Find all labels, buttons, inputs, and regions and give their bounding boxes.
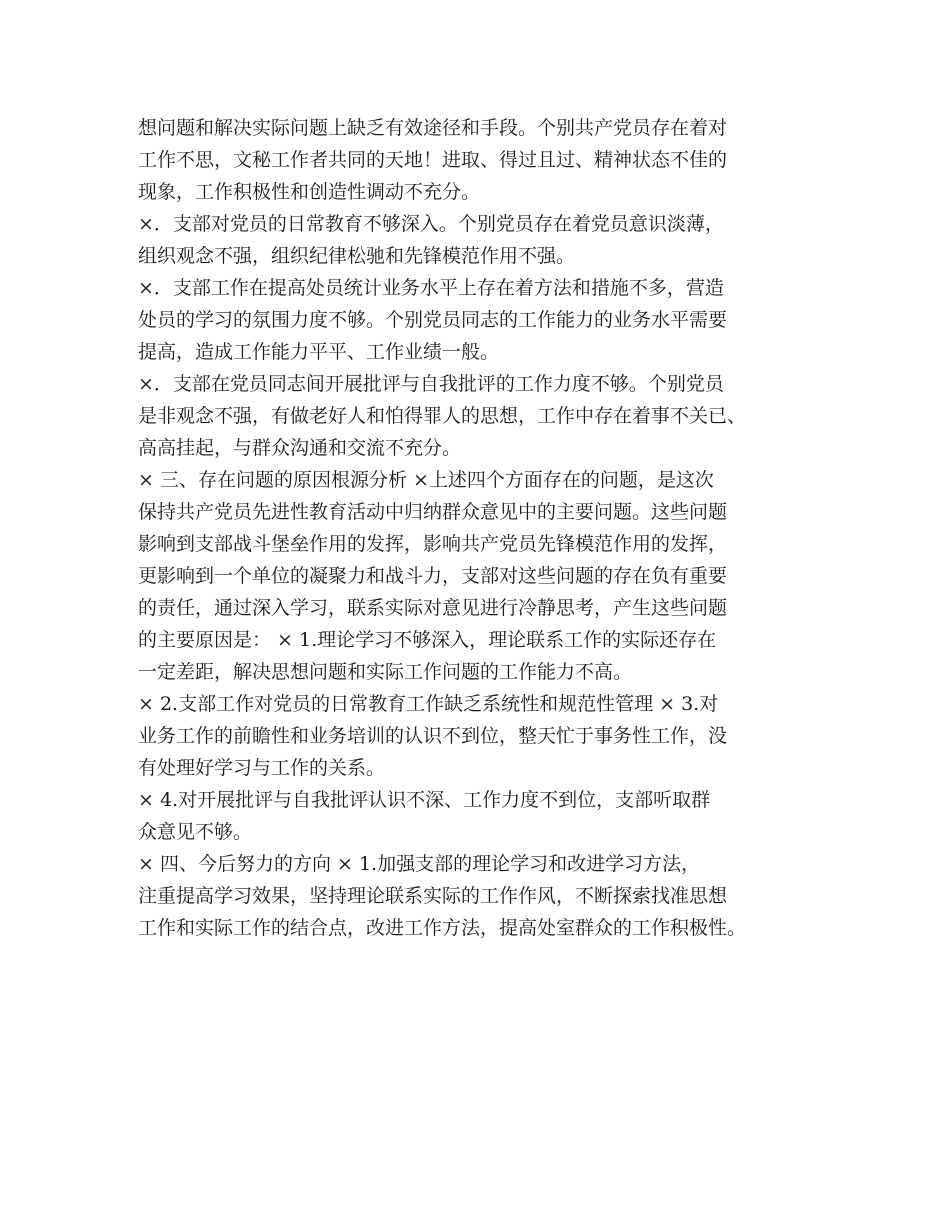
- text-line: 众意见不够。: [138, 821, 253, 843]
- text-line: 业务工作的前瞻性和业务培训的认识不到位，整天忙于事务性工作，没: [138, 725, 728, 747]
- text-line: 工作不思，文秘工作者共同的天地！进取、得过且过、精神状态不佳的: [138, 149, 728, 171]
- text-line: 保持共产党员先进性教育活动中归纳群众意见中的主要问题。这些问题: [138, 501, 728, 523]
- text-line: 有处理好学习与工作的关系。: [138, 757, 386, 779]
- body-text: [138, 112, 838, 944]
- text-line: 的责任，通过深入学习，联系实际对意见进行冷静思考，产生这些问题: [138, 597, 728, 619]
- text-line: ×．支部工作在提高处员统计业务水平上存在着方法和措施不多，营造: [138, 277, 724, 299]
- text-line: 组织观念不强，组织纪律松驰和先锋模范作用不强。: [138, 245, 576, 267]
- text-line: × 4.对开展批评与自我批评认识不深、工作力度不到位，支部听取群: [138, 789, 711, 811]
- text-line: 是非观念不强，有做老好人和怕得罪人的思想，工作中存在着事不关已、: [138, 405, 747, 427]
- text-line: 注重提高学习效果，坚持理论联系实际的工作作风，不断探索找准思想: [138, 885, 728, 907]
- text-line: 影响到支部战斗堡垒作用的发挥，影响共产党员先锋模范作用的发挥，: [138, 533, 728, 555]
- text-line: 提高，造成工作能力平平、工作业绩一般。: [138, 341, 500, 363]
- text-line: 的主要原因是： × 1.理论学习不够深入，理论联系工作的实际还存在: [138, 629, 717, 651]
- text-line: 高高挂起，与群众沟通和交流不充分。: [138, 437, 462, 459]
- text-line: × 2.支部工作对党员的日常教育工作缺乏系统性和规范性管理 × 3.对: [138, 693, 719, 715]
- text-line: 处员的学习的氛围力度不够。个别党员同志的工作能力的业务水平需要: [138, 309, 728, 331]
- text-line: 现象，工作积极性和创造性调动不充分。: [138, 181, 481, 203]
- text-line: × 三、存在问题的原因根源分析 ×上述四个方面存在的问题，是这次: [138, 469, 714, 491]
- text-line: 工作和实际工作的结合点，改进工作方法，提高处室群众的工作积极性。: [138, 917, 747, 939]
- text-line: 更影响到一个单位的凝聚力和战斗力，支部对这些问题的存在负有重要: [138, 565, 728, 587]
- text-line: ×．支部对党员的日常教育不够深入。个别党员存在着党员意识淡薄，: [138, 213, 724, 235]
- text-line: ×．支部在党员同志间开展批评与自我批评的工作力度不够。个别党员: [138, 373, 724, 395]
- text-line: 想问题和解决实际问题上缺乏有效途径和手段。个别共产党员存在着对: [138, 117, 728, 139]
- text-line: 一定差距，解决思想问题和实际工作问题的工作能力不高。: [138, 661, 633, 683]
- text-line: × 四、今后努力的方向 × 1.加强支部的理论学习和改进学习方法，: [138, 853, 701, 875]
